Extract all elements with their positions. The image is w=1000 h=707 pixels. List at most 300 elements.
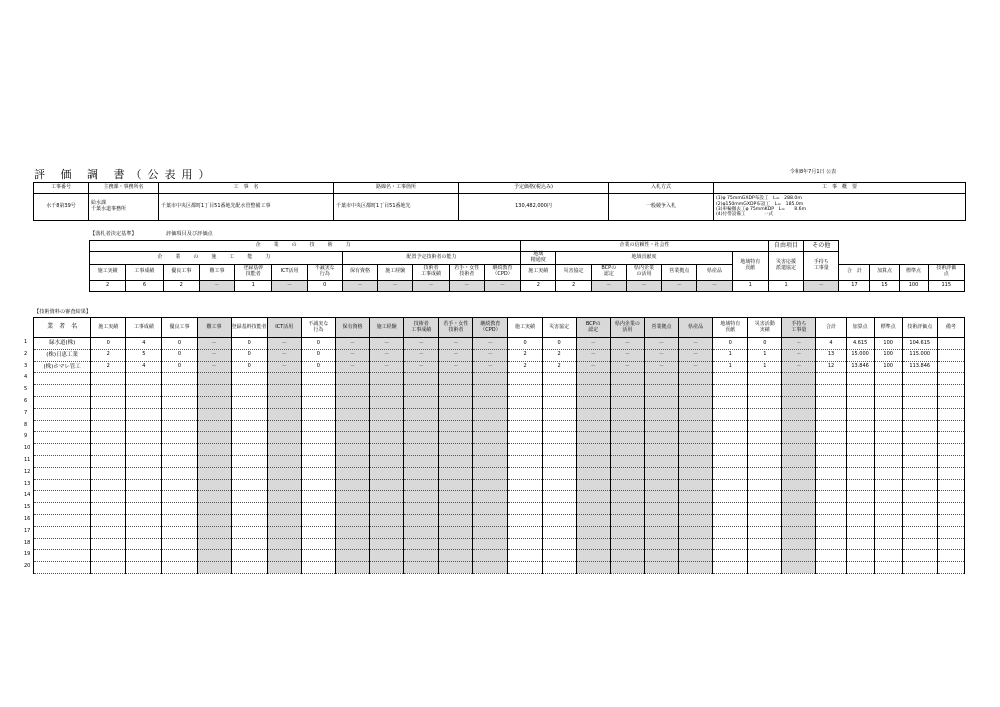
result-value (610, 538, 644, 550)
result-value (874, 562, 902, 574)
result-value (473, 373, 508, 385)
result-value (370, 491, 404, 503)
result-value (782, 396, 816, 408)
result-value (542, 396, 576, 408)
criteria-value: － (697, 280, 732, 291)
result-value (508, 538, 542, 550)
result-value (162, 550, 197, 562)
row-number: 12 (24, 468, 31, 475)
result-value (713, 503, 748, 515)
result-value (816, 514, 846, 526)
criteria-col-header: 継続教育 （CPD） (484, 264, 520, 280)
sub-region: 地域 精通度 (521, 252, 556, 265)
result-value (370, 444, 404, 456)
result-value (902, 491, 937, 503)
result-value: 1 (713, 361, 748, 373)
table-row (34, 338, 965, 350)
header-outline: 工 事 概 要 (714, 183, 966, 194)
result-value: － (610, 361, 644, 373)
result-value (301, 396, 335, 408)
result-value (610, 479, 644, 491)
result-value: 2 (508, 361, 542, 373)
result-value: 100 (874, 338, 902, 350)
result-value (370, 562, 404, 574)
vendor-name-cell (24, 338, 91, 350)
result-value (267, 491, 301, 503)
result-value (713, 420, 748, 432)
criteria-col-header: BCPの 認定 (591, 264, 626, 280)
result-value (874, 467, 902, 479)
result-value (162, 420, 197, 432)
result-value (902, 432, 937, 444)
result-value (91, 420, 126, 432)
result-value (576, 396, 610, 408)
result-value (644, 455, 678, 467)
table-row (34, 408, 965, 420)
result-value (508, 385, 542, 397)
result-value (301, 562, 335, 574)
result-value (576, 491, 610, 503)
result-value (473, 503, 508, 515)
result-value (748, 420, 782, 432)
result-value (542, 514, 576, 526)
remarks-cell (937, 432, 964, 444)
result-value (644, 444, 678, 456)
result-value: 100 (874, 361, 902, 373)
result-value: － (679, 349, 713, 361)
result-value (576, 503, 610, 515)
remarks-header: 備考 (937, 318, 964, 338)
result-value (610, 526, 644, 538)
result-value (902, 467, 937, 479)
remarks-cell (937, 373, 964, 385)
vendor-name-cell (24, 538, 91, 550)
row-number: 7 (24, 409, 28, 416)
result-value (91, 455, 126, 467)
result-value (644, 550, 678, 562)
results-col-header: 登録基幹技能者 (231, 318, 267, 338)
result-value: 0 (301, 349, 335, 361)
result-value (267, 408, 301, 420)
result-value (91, 562, 126, 574)
result-value (902, 550, 937, 562)
result-value (301, 455, 335, 467)
row-number: 15 (24, 504, 31, 511)
result-value (197, 408, 231, 420)
result-value (713, 373, 748, 385)
result-value (846, 514, 874, 526)
result-value (846, 455, 874, 467)
result-value (748, 550, 782, 562)
table-row (34, 467, 965, 479)
result-value (162, 396, 197, 408)
result-value (542, 479, 576, 491)
result-value (816, 385, 846, 397)
vendor-name-cell (24, 503, 91, 515)
result-value (231, 526, 267, 538)
result-value (816, 420, 846, 432)
results-col-header: 手持ち 工事量 (782, 318, 816, 338)
result-value (508, 432, 542, 444)
result-value: 0 (91, 338, 126, 350)
result-value (126, 444, 162, 456)
result-value (267, 420, 301, 432)
result-value (782, 550, 816, 562)
result-value (267, 432, 301, 444)
criteria-value: － (413, 280, 449, 291)
result-value (679, 444, 713, 456)
criteria-col-header: 難工事 (199, 264, 234, 280)
result-value: － (439, 361, 473, 373)
result-value: 0 (301, 338, 335, 350)
results-col-header: 合計 (816, 318, 846, 338)
result-value (542, 420, 576, 432)
result-value (126, 503, 162, 515)
result-value (874, 444, 902, 456)
result-value (91, 491, 126, 503)
vendor-name-cell (24, 550, 91, 562)
result-value (91, 550, 126, 562)
results-col-header: 県産品 (679, 318, 713, 338)
result-value: 15.000 (846, 349, 874, 361)
result-value (370, 467, 404, 479)
result-value (439, 503, 473, 515)
result-value (816, 538, 846, 550)
criteria-col-header: 若手・女性 技術者 (449, 264, 484, 280)
result-value (301, 432, 335, 444)
project-name: 千葉市中央区都町1丁目51番地先配水管整備工事 (159, 194, 334, 221)
results-col-header: 災害協定 (542, 318, 576, 338)
table-row (34, 373, 965, 385)
remarks-cell (937, 514, 964, 526)
result-value: － (404, 338, 439, 350)
result-value (679, 479, 713, 491)
project-location: 千葉市中央区都町1丁目51番地先 (334, 194, 459, 221)
result-value (404, 444, 439, 456)
vendor-name-cell (24, 361, 91, 373)
result-value: 0 (162, 349, 197, 361)
result-value (748, 562, 782, 574)
result-value (713, 491, 748, 503)
result-value (126, 550, 162, 562)
result-value: － (576, 338, 610, 350)
result-value (874, 385, 902, 397)
result-value (370, 432, 404, 444)
result-value (610, 550, 644, 562)
result-value (91, 538, 126, 550)
result-value: 13.846 (846, 361, 874, 373)
row-number: 19 (24, 551, 31, 558)
result-value (874, 455, 902, 467)
result-value (542, 385, 576, 397)
result-value (267, 479, 301, 491)
result-value: － (782, 349, 816, 361)
result-value (126, 562, 162, 574)
result-value (782, 538, 816, 550)
result-value (576, 420, 610, 432)
result-value: 100 (874, 349, 902, 361)
result-value (231, 550, 267, 562)
header-price: 予定価格(税込み) (459, 183, 609, 194)
result-value (404, 503, 439, 515)
row-number: 17 (24, 527, 31, 534)
vendor-name-cell (24, 349, 91, 361)
result-value (162, 467, 197, 479)
result-value (902, 420, 937, 432)
criteria-value: 2 (521, 280, 556, 291)
result-value (231, 444, 267, 456)
result-value (91, 408, 126, 420)
result-value: 0 (748, 338, 782, 350)
result-value (162, 373, 197, 385)
blank-corner (839, 241, 965, 265)
result-value (508, 491, 542, 503)
row-number: 5 (24, 386, 28, 393)
result-value (301, 538, 335, 550)
result-value: 0 (231, 361, 267, 373)
remarks-cell (937, 538, 964, 550)
result-value (508, 420, 542, 432)
result-value (439, 455, 473, 467)
vendor-name-cell (24, 479, 91, 491)
result-value (874, 373, 902, 385)
result-value (473, 491, 508, 503)
result-value (542, 503, 576, 515)
office-line-2: 千葉水道事務所 (91, 206, 127, 212)
criteria-col-header: 登録基幹 技能者 (235, 264, 272, 280)
result-value (267, 550, 301, 562)
criteria-col-header: 合 計 (839, 264, 870, 280)
result-value (874, 514, 902, 526)
criteria-col-header: 施工実績 (90, 264, 126, 280)
result-value: 0 (162, 338, 197, 350)
result-value (610, 420, 644, 432)
result-value (816, 503, 846, 515)
result-value (610, 491, 644, 503)
result-value (267, 373, 301, 385)
table-row (34, 562, 965, 574)
result-value (874, 420, 902, 432)
project-method: 一般競争入札 (609, 194, 714, 221)
result-value (874, 503, 902, 515)
result-value (91, 444, 126, 456)
result-value (231, 420, 267, 432)
result-value (197, 538, 231, 550)
result-value: 2 (542, 349, 576, 361)
outline-line: (3)車輪撤去工φ 75mmKDP L= 8.6m (716, 207, 807, 212)
vendor-name-cell (24, 408, 91, 420)
result-value (846, 396, 874, 408)
result-value (231, 385, 267, 397)
result-value (748, 503, 782, 515)
table-row (34, 479, 965, 491)
result-value: 2 (508, 349, 542, 361)
table-row (34, 538, 965, 550)
result-value (748, 491, 782, 503)
result-value: 104.615 (902, 338, 937, 350)
result-value: － (644, 349, 678, 361)
result-value (846, 479, 874, 491)
remarks-cell (937, 361, 964, 373)
result-value (370, 503, 404, 515)
result-value (126, 479, 162, 491)
result-value (91, 479, 126, 491)
result-value (267, 503, 301, 515)
result-value (439, 491, 473, 503)
result-value (679, 420, 713, 432)
result-value (902, 479, 937, 491)
result-value (610, 503, 644, 515)
result-value (508, 408, 542, 420)
vendor-header: 業 者 名 (34, 318, 91, 338)
result-value (473, 420, 508, 432)
table-row (34, 349, 965, 361)
result-value (197, 444, 231, 456)
result-value (508, 550, 542, 562)
result-value: 2 (91, 349, 126, 361)
result-value (301, 420, 335, 432)
result-value: － (610, 338, 644, 350)
sub-engineer: 配置予定技術者の能力 (342, 252, 520, 265)
result-value (197, 455, 231, 467)
criteria-value: － (591, 280, 626, 291)
result-value (439, 432, 473, 444)
row-number: 8 (24, 421, 28, 428)
result-value (610, 467, 644, 479)
result-value (874, 491, 902, 503)
results-col-header: 地域特有 貢献 (713, 318, 748, 338)
result-value: － (439, 349, 473, 361)
remarks-cell (937, 408, 964, 420)
result-value (439, 420, 473, 432)
row-number: 4 (24, 374, 28, 381)
result-value (162, 538, 197, 550)
result-value (748, 467, 782, 479)
results-section-label: 【技術資料の審査結果】 (34, 309, 92, 315)
result-value (335, 408, 369, 420)
header-project-name: 工 事 名 (159, 183, 334, 194)
result-value (542, 491, 576, 503)
result-value (846, 550, 874, 562)
criteria-col-header: ICT活用 (272, 264, 307, 280)
result-value (644, 396, 678, 408)
result-value (576, 562, 610, 574)
result-value (508, 526, 542, 538)
result-value (91, 503, 126, 515)
table-row (34, 503, 965, 515)
result-value (404, 396, 439, 408)
vendor-name-cell (24, 526, 91, 538)
result-value (126, 526, 162, 538)
result-value (126, 514, 162, 526)
result-value (748, 373, 782, 385)
result-value (713, 385, 748, 397)
vendor-name-cell (24, 385, 91, 397)
result-value (816, 479, 846, 491)
result-value (370, 420, 404, 432)
result-value (473, 444, 508, 456)
result-value: 0 (162, 361, 197, 373)
result-value (874, 538, 902, 550)
result-value (335, 503, 369, 515)
row-number: 2 (24, 350, 28, 357)
result-value (846, 491, 874, 503)
result-value (713, 562, 748, 574)
result-value (542, 408, 576, 420)
result-value (267, 514, 301, 526)
result-value (335, 562, 369, 574)
remarks-cell (937, 491, 964, 503)
row-number: 6 (24, 397, 28, 404)
result-value (197, 491, 231, 503)
result-value (748, 455, 782, 467)
result-value (902, 514, 937, 526)
result-value (782, 373, 816, 385)
result-value: － (473, 361, 508, 373)
row-number: 1 (24, 339, 28, 345)
result-value: 5 (126, 349, 162, 361)
result-value: 113.846 (902, 361, 937, 373)
outline-line: (1)φ 75mmGXDP布設工 L= 288.0m (716, 196, 802, 202)
header-office: 主務課・事務所名 (89, 183, 159, 194)
remarks-cell (937, 420, 964, 432)
result-value (91, 514, 126, 526)
result-value (846, 373, 874, 385)
result-value (576, 514, 610, 526)
result-value (542, 455, 576, 467)
criteria-value: 17 (839, 280, 870, 291)
result-value (542, 538, 576, 550)
result-value (126, 420, 162, 432)
table-row (34, 514, 965, 526)
table-row (34, 491, 965, 503)
result-value (473, 538, 508, 550)
table-row (34, 385, 965, 397)
result-value (679, 432, 713, 444)
result-value (439, 408, 473, 420)
result-value (231, 479, 267, 491)
results-col-header: ICT活用 (267, 318, 301, 338)
result-value (162, 432, 197, 444)
result-value: 4.615 (846, 338, 874, 350)
result-value (576, 538, 610, 550)
results-col-header: 加算点 (846, 318, 874, 338)
results-col-header: 若手・女性 技術者 (439, 318, 473, 338)
result-value (197, 514, 231, 526)
criteria-value: － (342, 280, 377, 291)
remarks-cell (937, 562, 964, 574)
result-value (748, 514, 782, 526)
crit-col-18: 地域特有 貢献 (732, 252, 768, 281)
result-value (231, 396, 267, 408)
vendor-name-cell (24, 491, 91, 503)
result-value (126, 455, 162, 467)
result-value (197, 550, 231, 562)
vendor-name: (株)日恵工業 (46, 351, 78, 358)
result-value (126, 432, 162, 444)
result-value: 0 (231, 338, 267, 350)
results-col-header: BCPの 認定 (576, 318, 610, 338)
vendor-name-cell (24, 455, 91, 467)
crit-col-19: 災害応援 派遣協定 (768, 252, 803, 281)
result-value (846, 538, 874, 550)
result-value (782, 385, 816, 397)
results-col-header: 難工事 (197, 318, 231, 338)
vendor-name-cell (24, 514, 91, 526)
result-value (335, 432, 369, 444)
criteria-col-header: 県産品 (697, 264, 732, 280)
result-value (576, 467, 610, 479)
